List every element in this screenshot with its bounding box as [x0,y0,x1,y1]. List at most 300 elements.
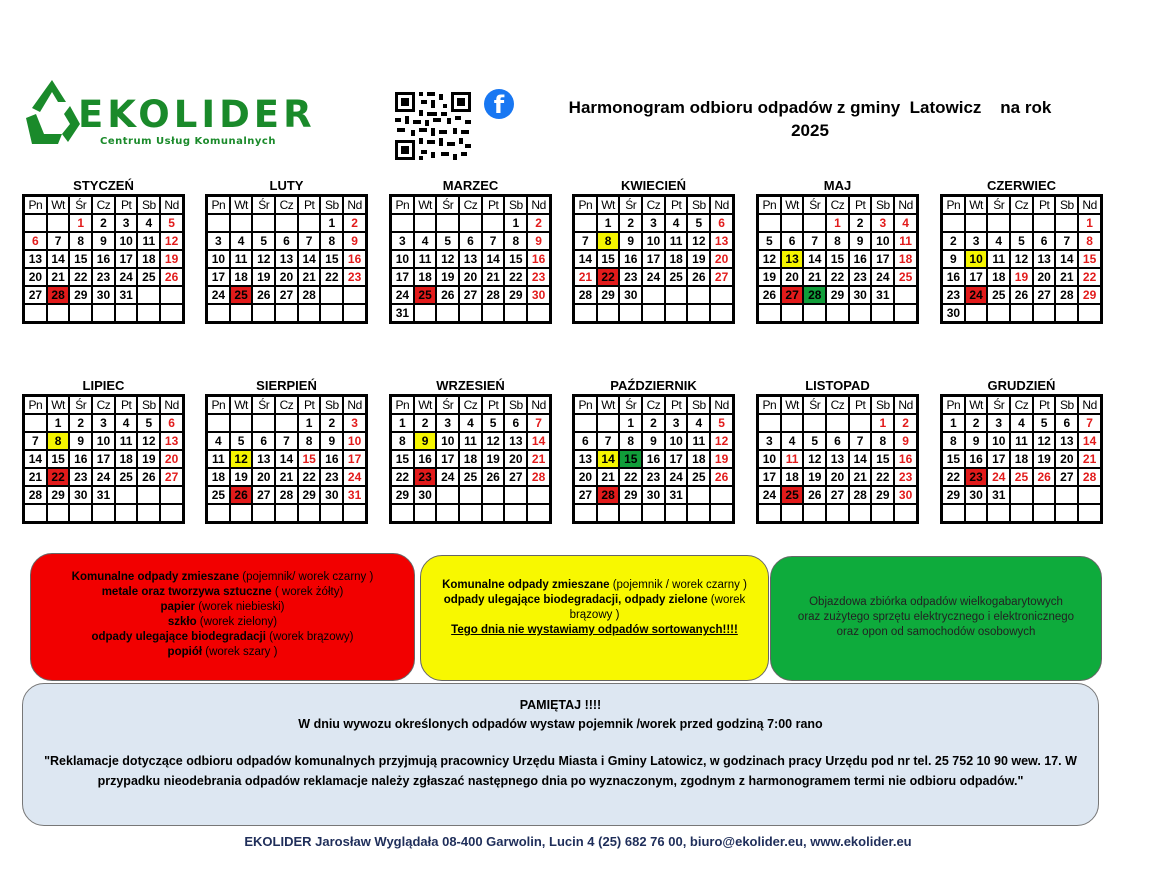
empty-cell [252,214,275,232]
day-cell: 3 [343,414,366,432]
weekday-header: Pn [391,196,414,215]
day-cell: 24 [987,468,1010,486]
empty-cell [687,504,710,523]
month-name: SIERPIEŃ [256,378,317,393]
weekday-header: Nd [160,396,183,415]
empty-cell [619,304,642,323]
day-cell: 19 [803,468,826,486]
day-cell: 23 [92,268,115,286]
day-cell: 14 [849,450,872,468]
empty-cell [230,504,253,523]
day-cell: 7 [24,432,47,450]
day-cell: 13 [160,432,183,450]
reminder-box [22,683,1099,826]
weekday-header: Nd [1078,196,1101,215]
weekday-header: Wt [597,196,620,215]
day-cell: 27 [781,286,804,304]
day-cell: 12 [436,250,459,268]
day-cell: 17 [391,268,414,286]
empty-cell [24,504,47,523]
day-cell: 24 [642,268,665,286]
weekday-header: Sb [687,196,710,215]
empty-cell [343,286,366,304]
day-cell: 12 [137,432,160,450]
day-cell: 24 [871,268,894,286]
empty-cell [275,414,298,432]
day-cell: 4 [414,232,437,250]
empty-cell [459,486,482,504]
day-cell: 19 [758,268,781,286]
month-table [389,394,552,524]
day-cell: 14 [574,250,597,268]
day-cell: 10 [436,432,459,450]
day-cell: 23 [965,468,988,486]
day-cell: 7 [527,414,550,432]
empty-cell [803,504,826,523]
weekday-header: Cz [1010,396,1033,415]
empty-cell [758,304,781,323]
day-cell: 11 [987,250,1010,268]
day-cell: 26 [160,268,183,286]
empty-cell [482,504,505,523]
day-cell: 17 [343,450,366,468]
day-cell: 21 [803,268,826,286]
day-cell: 10 [92,432,115,450]
day-cell: 12 [1033,432,1056,450]
day-cell: 18 [230,268,253,286]
empty-cell [849,504,872,523]
day-cell: 18 [894,250,917,268]
day-cell: 26 [758,286,781,304]
day-cell: 7 [482,232,505,250]
day-cell: 8 [619,432,642,450]
weekday-header: Pn [758,196,781,215]
weekday-header: Sb [871,396,894,415]
day-cell: 20 [252,468,275,486]
empty-cell [987,504,1010,523]
empty-cell [642,286,665,304]
weekday-header: Nd [343,196,366,215]
empty-cell [115,486,138,504]
day-cell: 21 [597,468,620,486]
empty-cell [24,214,47,232]
day-cell: 24 [965,286,988,304]
empty-cell [781,414,804,432]
day-cell: 29 [391,486,414,504]
day-cell: 5 [252,232,275,250]
month-table [205,394,368,524]
day-cell: 22 [597,268,620,286]
day-cell: 23 [619,268,642,286]
day-cell: 11 [230,250,253,268]
day-cell: 24 [207,286,230,304]
empty-cell [459,504,482,523]
day-cell: 3 [758,432,781,450]
empty-cell [965,504,988,523]
day-cell: 5 [160,214,183,232]
day-cell: 27 [1055,468,1078,486]
empty-cell [252,304,275,323]
empty-cell [527,486,550,504]
weekday-header: Pn [942,396,965,415]
day-cell: 14 [803,250,826,268]
day-cell: 8 [871,432,894,450]
day-cell: 31 [92,486,115,504]
day-cell: 26 [1010,286,1033,304]
day-cell: 2 [894,414,917,432]
day-cell: 18 [115,450,138,468]
empty-cell [230,414,253,432]
empty-cell [320,286,343,304]
day-cell: 5 [1010,232,1033,250]
day-cell: 22 [871,468,894,486]
day-cell: 19 [160,250,183,268]
day-cell: 15 [320,250,343,268]
weekday-header: Śr [987,196,1010,215]
day-cell: 13 [459,250,482,268]
day-cell: 3 [965,232,988,250]
day-cell: 26 [710,468,733,486]
day-cell: 22 [391,468,414,486]
empty-cell [527,304,550,323]
day-cell: 8 [597,232,620,250]
day-cell: 4 [687,414,710,432]
day-cell: 15 [69,250,92,268]
day-cell: 9 [849,232,872,250]
legend-red-box [30,553,415,681]
legend-yellow-line-2: odpady ulegające biodegradacji, odpady zielone (worek brązowy ) [443,594,746,621]
day-cell: 17 [207,268,230,286]
weekday-header: Wt [781,196,804,215]
day-cell: 12 [252,250,275,268]
month-table [22,194,185,324]
day-cell: 28 [597,486,620,504]
empty-cell [482,486,505,504]
day-cell: 13 [24,250,47,268]
day-cell: 3 [207,232,230,250]
day-cell: 14 [24,450,47,468]
empty-cell [826,304,849,323]
empty-cell [871,504,894,523]
weekday-header: Cz [459,396,482,415]
empty-cell [414,504,437,523]
day-cell: 6 [252,432,275,450]
month-6 [940,178,1103,324]
day-cell: 23 [320,468,343,486]
day-cell: 29 [47,486,70,504]
day-cell: 24 [115,268,138,286]
day-cell: 28 [803,286,826,304]
day-cell: 30 [942,304,965,323]
empty-cell [1078,304,1101,323]
weekday-header: Pt [298,196,321,215]
day-cell: 13 [252,450,275,468]
day-cell: 5 [482,414,505,432]
day-cell: 9 [942,250,965,268]
day-cell: 16 [527,250,550,268]
day-cell: 27 [459,286,482,304]
day-cell: 11 [781,450,804,468]
weekday-header: Pn [574,396,597,415]
month-name: WRZESIEŃ [436,378,505,393]
day-cell: 8 [504,232,527,250]
legend-red-line-4: szkło (worek zielony) [167,616,278,628]
day-cell: 26 [803,486,826,504]
day-cell: 28 [527,468,550,486]
day-cell: 8 [320,232,343,250]
empty-cell [574,414,597,432]
weekday-header: Nd [894,196,917,215]
weekday-header: Śr [69,196,92,215]
day-cell: 3 [391,232,414,250]
weekday-header: Pn [574,196,597,215]
day-cell: 27 [275,286,298,304]
legend-red-line-1: Komunalne odpady zmieszane (pojemnik/ worek czarny ) [71,571,374,583]
weekday-header: Pt [482,196,505,215]
day-cell: 22 [619,468,642,486]
empty-cell [391,214,414,232]
day-cell: 8 [298,432,321,450]
day-cell: 21 [1055,268,1078,286]
day-cell: 3 [642,214,665,232]
weekday-header: Śr [619,196,642,215]
day-cell: 29 [504,286,527,304]
day-cell: 5 [137,414,160,432]
day-cell: 7 [275,432,298,450]
day-cell: 20 [24,268,47,286]
day-cell: 16 [69,450,92,468]
day-cell: 11 [414,250,437,268]
empty-cell [207,214,230,232]
weekday-header: Pn [207,396,230,415]
day-cell: 25 [665,268,688,286]
empty-cell [871,304,894,323]
day-cell: 18 [137,250,160,268]
day-cell: 20 [781,268,804,286]
empty-cell [1055,486,1078,504]
empty-cell [69,504,92,523]
day-cell: 7 [1078,414,1101,432]
day-cell: 30 [965,486,988,504]
empty-cell [436,504,459,523]
day-cell: 23 [849,268,872,286]
day-cell: 27 [710,268,733,286]
weekday-header: Pn [207,196,230,215]
weekday-header: Wt [414,196,437,215]
weekday-header: Wt [965,396,988,415]
day-cell: 31 [987,486,1010,504]
legend-green-line-3: oraz opon od samochodów osobowych [836,626,1036,638]
weekday-header: Wt [781,396,804,415]
weekday-header: Cz [275,396,298,415]
day-cell: 10 [965,250,988,268]
day-cell: 8 [1078,232,1101,250]
day-cell: 9 [619,232,642,250]
day-cell: 4 [894,214,917,232]
day-cell: 30 [642,486,665,504]
day-cell: 5 [1033,414,1056,432]
day-cell: 28 [1055,286,1078,304]
day-cell: 10 [391,250,414,268]
day-cell: 25 [230,286,253,304]
day-cell: 12 [710,432,733,450]
empty-cell [710,304,733,323]
day-cell: 2 [343,214,366,232]
empty-cell [391,504,414,523]
day-cell: 7 [47,232,70,250]
month-name: GRUDZIEŃ [987,378,1056,393]
empty-cell [137,504,160,523]
day-cell: 10 [758,450,781,468]
day-cell: 25 [987,286,1010,304]
day-cell: 14 [527,432,550,450]
day-cell: 16 [965,450,988,468]
legend-red-line-5: odpady ulegające biodegradacji (worek brązowy) [91,631,354,643]
empty-cell [597,504,620,523]
day-cell: 23 [343,268,366,286]
legend-green-line-1: Objazdowa zbiórka odpadów wielkogabarytowych [809,596,1063,608]
weekday-header: Śr [252,396,275,415]
day-cell: 4 [781,432,804,450]
day-cell: 7 [597,432,620,450]
weekday-header: Cz [275,196,298,215]
day-cell: 21 [24,468,47,486]
day-cell: 17 [436,450,459,468]
day-cell: 11 [665,232,688,250]
day-cell: 20 [826,468,849,486]
weekday-header: Pn [24,396,47,415]
empty-cell [436,486,459,504]
day-cell: 31 [665,486,688,504]
empty-cell [710,504,733,523]
day-cell: 15 [391,450,414,468]
day-cell: 17 [92,450,115,468]
day-cell: 29 [597,286,620,304]
legend-green-box [770,556,1102,681]
empty-cell [137,304,160,323]
day-cell: 5 [230,432,253,450]
day-cell: 31 [871,286,894,304]
empty-cell [803,304,826,323]
empty-cell [1010,304,1033,323]
weekday-header: Sb [871,196,894,215]
facebook-icon[interactable]: f [484,89,514,119]
day-cell: 10 [642,232,665,250]
weekday-header: Pt [665,396,688,415]
day-cell: 25 [781,486,804,504]
day-cell: 2 [619,214,642,232]
empty-cell [597,304,620,323]
day-cell: 23 [69,468,92,486]
day-cell: 24 [92,468,115,486]
empty-cell [987,214,1010,232]
day-cell: 22 [826,268,849,286]
day-cell: 23 [414,468,437,486]
empty-cell [781,304,804,323]
legend-green-line-2: oraz zużytego sprzętu elektrycznego i elektronicznego [797,611,1075,623]
day-cell: 25 [414,286,437,304]
day-cell: 28 [1078,468,1101,486]
empty-cell [252,504,275,523]
day-cell: 1 [320,214,343,232]
weekday-header: Sb [137,196,160,215]
empty-cell [298,304,321,323]
day-cell: 27 [252,486,275,504]
weekday-header: Sb [504,196,527,215]
day-cell: 14 [298,250,321,268]
month-name: MAJ [823,178,852,193]
day-cell: 2 [69,414,92,432]
day-cell: 30 [92,286,115,304]
day-cell: 3 [92,414,115,432]
day-cell: 1 [1078,214,1101,232]
empty-cell [665,504,688,523]
day-cell: 3 [987,414,1010,432]
month-name: LUTY [269,178,304,193]
day-cell: 19 [436,268,459,286]
day-cell: 25 [137,268,160,286]
day-cell: 4 [230,232,253,250]
empty-cell [459,214,482,232]
day-cell: 8 [69,232,92,250]
day-cell: 13 [574,450,597,468]
month-12 [940,378,1103,524]
empty-cell [414,304,437,323]
empty-cell [482,214,505,232]
day-cell: 19 [252,268,275,286]
day-cell: 1 [871,414,894,432]
month-11 [756,378,919,524]
empty-cell [965,304,988,323]
reminder-instruction: W dniu wywozu określonych odpadów wystaw pojemnik /worek przed godziną 7:00 rano [298,717,823,731]
day-cell: 29 [826,286,849,304]
empty-cell [894,286,917,304]
day-cell: 14 [482,250,505,268]
weekday-header: Śr [987,396,1010,415]
day-cell: 26 [137,468,160,486]
day-cell: 1 [47,414,70,432]
empty-cell [1033,214,1056,232]
day-cell: 9 [343,232,366,250]
day-cell: 9 [69,432,92,450]
weekday-header: Pt [1033,396,1056,415]
day-cell: 9 [92,232,115,250]
day-cell: 4 [665,214,688,232]
month-10 [572,378,735,524]
weekday-header: Śr [619,396,642,415]
legend-yellow-box [420,555,769,681]
day-cell: 23 [527,268,550,286]
weekday-header: Nd [710,396,733,415]
empty-cell [1033,504,1056,523]
month-table [389,194,552,324]
day-cell: 2 [527,214,550,232]
day-cell: 30 [527,286,550,304]
empty-cell [781,214,804,232]
empty-cell [275,504,298,523]
day-cell: 28 [298,286,321,304]
empty-cell [115,304,138,323]
day-cell: 19 [230,468,253,486]
month-name: STYCZEŃ [73,178,134,193]
month-name: MARZEC [442,178,499,193]
month-2 [205,178,368,324]
day-cell: 10 [115,232,138,250]
day-cell: 14 [1055,250,1078,268]
weekday-header: Cz [642,196,665,215]
qr-code-icon[interactable] [393,90,473,162]
empty-cell [1033,486,1056,504]
